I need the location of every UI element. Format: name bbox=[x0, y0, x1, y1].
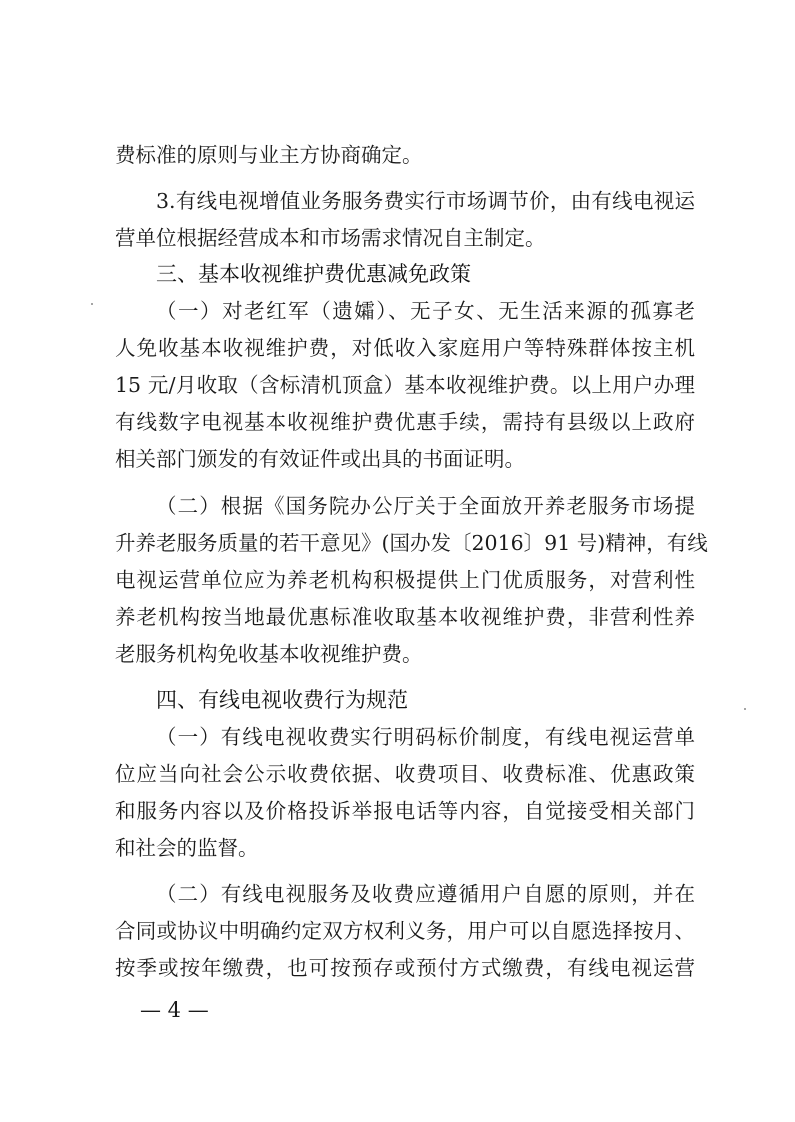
text-line-9: 相关部门颁发的有效证件或出具的书面证明。 bbox=[115, 447, 525, 471]
text-line-18: 和服务内容以及价格投诉举报电话等内容，自觉接受相关部门 bbox=[115, 799, 695, 823]
text-line-13: 养老机构按当地最优惠标准收取基本收视维护费，非营利性养 bbox=[115, 605, 695, 629]
text-line-10: （二）根据《国务院办公厅关于全面放开养老服务市场提 bbox=[156, 494, 695, 518]
text-line-19: 和社会的监督。 bbox=[115, 836, 259, 860]
page-number: — 4 — bbox=[140, 998, 209, 1022]
text-line-1: 费标准的原则与业主方协商确定。 bbox=[115, 143, 423, 167]
text-line-3: 营单位根据经营成本和市场需求情况自主制定。 bbox=[115, 226, 546, 250]
text-line-12: 电视运营单位应为养老机构积极提供上门优质服务，对营利性 bbox=[115, 568, 695, 592]
text-line-5: （一）对老红军（遗孀）、无子女、无生活来源的孤寡老 bbox=[156, 299, 695, 323]
text-line-8: 有线数字电视基本收视维护费优惠手续，需持有县级以上政府 bbox=[115, 410, 695, 434]
scan-speck bbox=[91, 303, 93, 305]
text-line-17: 位应当向社会公示收费依据、收费项目、收费标准、优惠政策 bbox=[115, 762, 695, 786]
section-heading-3: 三、基本收视维护费优惠减免政策 bbox=[156, 262, 471, 286]
text-line-14: 老服务机构免收基本收视维护费。 bbox=[115, 642, 423, 666]
text-line-7: 15 元/月收取（含标清机顶盒）基本收视维护费。以上用户办理 bbox=[115, 373, 695, 397]
text-line-21: 合同或协议中明确约定双方权利义务，用户可以自愿选择按月、 bbox=[115, 919, 695, 943]
scan-speck bbox=[744, 708, 746, 710]
text-line-22: 按季或按年缴费，也可按预存或预付方式缴费，有线电视运营 bbox=[115, 956, 695, 980]
text-line-2: 3.有线电视增值业务服务费实行市场调节价，由有线电视运 bbox=[156, 189, 695, 213]
text-line-11: 升养老服务质量的若干意见》(国办发〔2016〕91 号)精神，有线 bbox=[115, 531, 708, 555]
text-line-20: （二）有线电视服务及收费应遵循用户自愿的原则，并在 bbox=[156, 882, 695, 906]
section-heading-4: 四、有线电视收费行为规范 bbox=[156, 688, 408, 712]
text-line-16: （一）有线电视收费实行明码标价制度，有线电视运营单 bbox=[156, 725, 695, 749]
text-line-6: 人免收基本收视维护费，对低收入家庭用户等特殊群体按主机 bbox=[115, 336, 695, 360]
